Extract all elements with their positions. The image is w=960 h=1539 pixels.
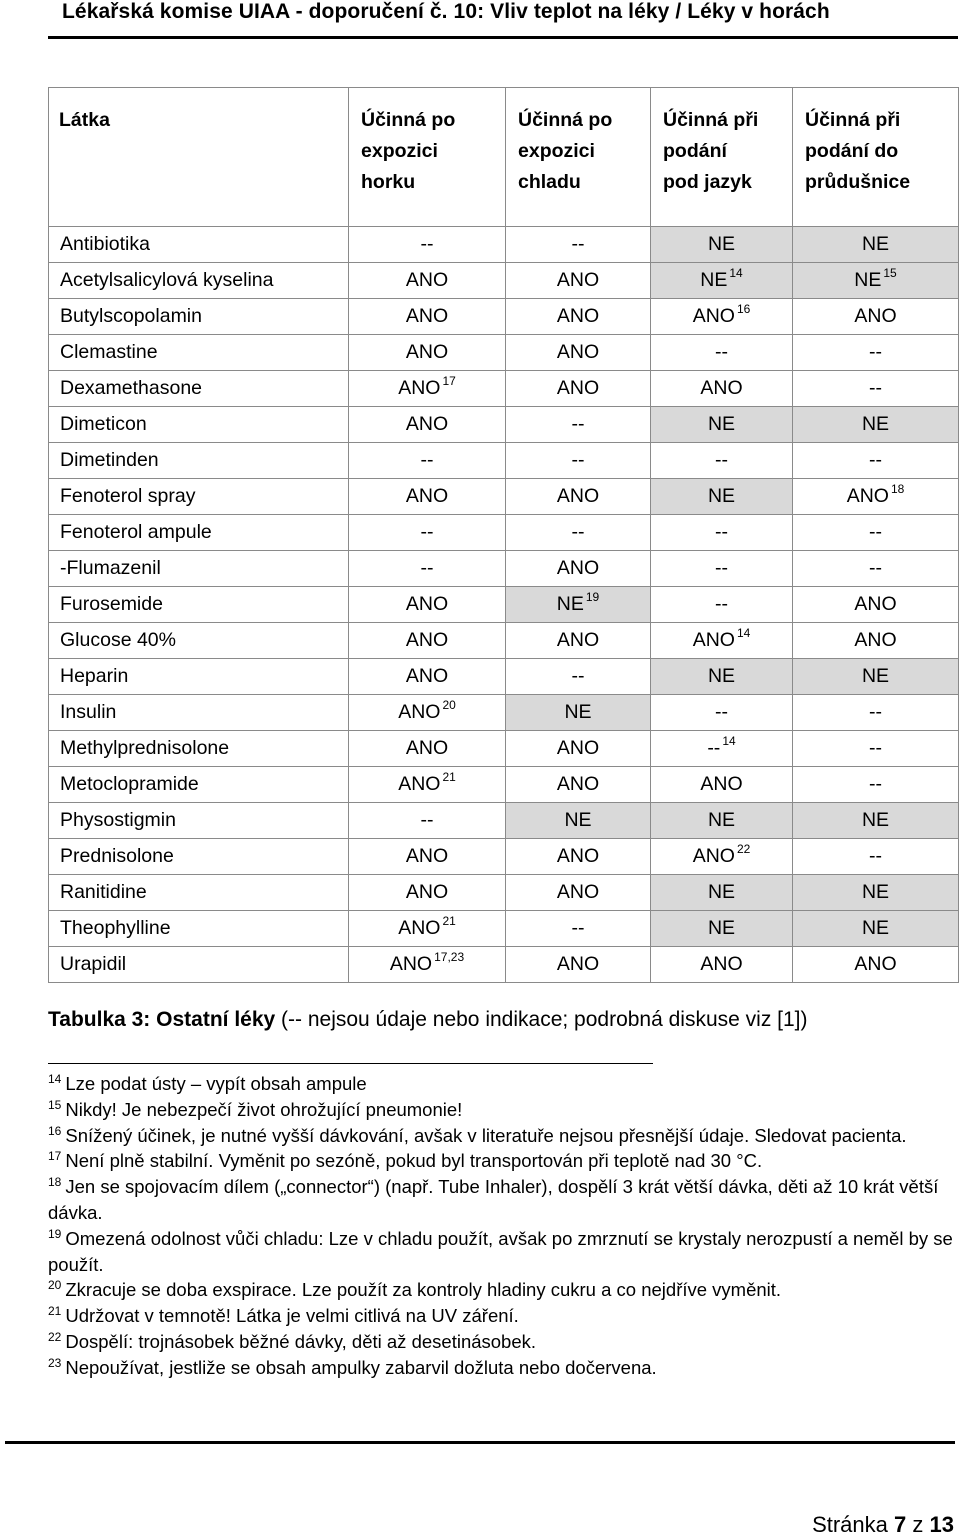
cell-value: NE (707, 485, 736, 507)
table-header-row (49, 88, 959, 227)
column-header (49, 88, 349, 227)
footnote-number: 18 (48, 1175, 62, 1190)
table-row (49, 479, 959, 515)
drug-name-cell: Furosemide (49, 587, 349, 623)
table-cell (651, 875, 793, 911)
cell-value: -- (869, 521, 882, 543)
cell-value: -- (715, 701, 728, 723)
table-cell (349, 587, 506, 623)
table-cell (793, 479, 959, 515)
footnote-ref: 21 (442, 914, 456, 928)
cell-value: -- (869, 701, 882, 723)
cell-value: -- (869, 377, 882, 399)
cell-value: NE (861, 809, 890, 831)
table-cell (651, 587, 793, 623)
cell-value: NE (861, 233, 890, 255)
drug-name-cell: Clemastine (49, 335, 349, 371)
column-header-line: Účinná při (663, 109, 759, 131)
cell-value: -- (420, 233, 434, 255)
table-cell (349, 803, 506, 839)
column-header-line: Účinná po (361, 109, 456, 131)
cell-value: ANO (854, 953, 897, 975)
table-cell (793, 551, 959, 587)
drug-name-cell: Dexamethasone (49, 371, 349, 407)
cell-value: -- (869, 341, 882, 363)
cell-value: -- (571, 917, 585, 939)
cell-value: -- (420, 449, 434, 471)
table-row (49, 263, 959, 299)
table-row (49, 803, 959, 839)
page-total: 13 (929, 1512, 954, 1537)
cell-value: NE (861, 917, 890, 939)
table-cell (349, 659, 506, 695)
footnote (48, 1277, 960, 1303)
footnote (48, 1355, 960, 1381)
column-header (506, 88, 651, 227)
cell-value: ANO (556, 881, 600, 903)
drug-name-cell: Methylprednisolone (49, 731, 349, 767)
footnote-rule (48, 1063, 653, 1064)
cell-value: ANO (556, 629, 600, 651)
table-cell (506, 623, 651, 659)
footnote-ref: 20 (442, 698, 456, 712)
cell-value: ANO (854, 593, 897, 615)
cell-value: -- (715, 521, 728, 543)
column-header (651, 88, 793, 227)
table-row (49, 659, 959, 695)
cell-value: ANO (556, 485, 600, 507)
footnote-number: 21 (48, 1304, 62, 1319)
table-cell (506, 731, 651, 767)
cell-value: -- (420, 809, 434, 831)
footnote (48, 1174, 960, 1226)
footnote (48, 1303, 960, 1329)
footnote (48, 1226, 960, 1278)
column-header-line: průdušnice (805, 171, 911, 193)
footnote-number: 16 (48, 1123, 62, 1138)
footnote-ref: 14 (722, 734, 736, 748)
table-cell (793, 263, 959, 299)
cell-value: ANO (405, 485, 449, 507)
cell-value: -- (420, 521, 434, 543)
cell-value: NE (564, 701, 592, 723)
caption-title: Tabulka 3: Ostatní léky (48, 1008, 276, 1031)
cell-value: NE (854, 269, 882, 291)
table-cell (506, 911, 651, 947)
cell-value: ANO (405, 845, 449, 867)
table-cell (349, 695, 506, 731)
cell-value: ANO (398, 917, 441, 939)
footnote (48, 1329, 960, 1355)
column-header-line: Účinná po (518, 109, 613, 131)
table-cell (506, 227, 651, 263)
drug-name-cell: Physostigmin (49, 803, 349, 839)
cell-value: ANO (405, 881, 449, 903)
cell-value: ANO (854, 629, 897, 651)
drug-name-cell: Theophylline (49, 911, 349, 947)
cell-value: -- (571, 413, 585, 435)
cell-value: NE (564, 809, 592, 831)
table-cell (506, 551, 651, 587)
footnote-text: Udržovat v temnotě! Látka je velmi citlivá na UV záření. (65, 1305, 519, 1327)
table-cell (506, 515, 651, 551)
table-cell (793, 587, 959, 623)
footnote-ref: 17,23 (434, 950, 465, 964)
table-row (49, 515, 959, 551)
table-cell (349, 407, 506, 443)
footnote-number: 22 (48, 1329, 62, 1344)
table-body (49, 227, 959, 983)
table-row (49, 695, 959, 731)
cell-value: NE (861, 665, 890, 687)
table-cell (651, 371, 793, 407)
footnote-ref: 17 (442, 374, 456, 388)
table-cell (506, 767, 651, 803)
cell-value: NE (707, 413, 736, 435)
drug-name-cell: Fenoterol ampule (49, 515, 349, 551)
table-cell (793, 803, 959, 839)
table-cell (651, 839, 793, 875)
cell-value: ANO (556, 377, 600, 399)
table-cell (506, 443, 651, 479)
medication-table (48, 87, 959, 983)
footnote-number: 14 (48, 1072, 62, 1086)
table-cell (506, 947, 651, 983)
cell-value: -- (707, 737, 721, 759)
drug-name-cell: Heparin (49, 659, 349, 695)
footnote-text: Jen se spojovacím dílem („connector“) (např. Tube Inhaler), dospělí 3 krát větší dávka, děti až 10 krát větší dávka. (48, 1176, 939, 1223)
table-row (49, 731, 959, 767)
footnote-text: Zkracuje se doba exspirace. Lze použít za kontroly hladiny cukru a co nejdříve vyměnit. (65, 1279, 782, 1301)
cell-value: -- (869, 845, 882, 867)
cell-value: NE (861, 413, 890, 435)
drug-name-cell: Glucose 40% (49, 623, 349, 659)
cell-value: ANO (405, 629, 449, 651)
table-cell (651, 299, 793, 335)
table-cell (793, 947, 959, 983)
table-cell (651, 767, 793, 803)
footnote-text: Snížený účinek, je nutné vyšší dávkování, avšak v literatuře nejsou přesnější údaje. Sledovat pacienta. (65, 1124, 907, 1146)
column-header-line: Účinná při (805, 109, 901, 131)
table-row (49, 911, 959, 947)
footnote-ref: 14 (736, 626, 751, 640)
cell-value: NE (707, 881, 736, 903)
cell-value: ANO (405, 305, 449, 327)
cell-value: NE (700, 269, 728, 291)
drug-name-cell: Fenoterol spray (49, 479, 349, 515)
document-header-title: Lékařská komise UIAA - doporučení č. 10: Vliv teplot na léky / Léky v horách (62, 0, 830, 23)
column-header (349, 88, 506, 227)
table-cell (793, 443, 959, 479)
table-cell (506, 659, 651, 695)
table-cell (793, 659, 959, 695)
table-cell (349, 227, 506, 263)
header-rule (48, 36, 958, 39)
table-cell (793, 623, 959, 659)
footnote-ref: 22 (736, 842, 751, 856)
table-cell (506, 695, 651, 731)
footnote (48, 1123, 960, 1149)
table-cell (506, 299, 651, 335)
column-header-line: chladu (518, 171, 581, 193)
table-cell (651, 731, 793, 767)
table-cell (651, 227, 793, 263)
cell-value: ANO (405, 413, 449, 435)
table-cell (651, 479, 793, 515)
cell-value: -- (715, 341, 728, 363)
drug-name-cell: Insulin (49, 695, 349, 731)
table-row (49, 227, 959, 263)
drug-name-cell: Urapidil (49, 947, 349, 983)
cell-value: ANO (556, 557, 600, 579)
table-cell (349, 443, 506, 479)
column-header-line: podání (663, 140, 727, 162)
cell-value: ANO (692, 305, 735, 327)
table-cell (349, 371, 506, 407)
table-cell (349, 731, 506, 767)
table-cell (506, 335, 651, 371)
cell-value: ANO (692, 629, 735, 651)
page-label: Stránka (812, 1512, 888, 1537)
cell-value: NE (707, 809, 736, 831)
cell-value: -- (715, 593, 728, 615)
table-row (49, 623, 959, 659)
table-cell (651, 695, 793, 731)
column-header-line: horku (361, 171, 416, 193)
table-cell (349, 623, 506, 659)
cell-value: ANO (700, 377, 743, 399)
table-cell (349, 911, 506, 947)
page-separator: z (912, 1512, 924, 1537)
cell-value: -- (571, 521, 585, 543)
table-row (49, 875, 959, 911)
drug-name-cell: Butylscopolamin (49, 299, 349, 335)
cell-value: -- (869, 449, 882, 471)
table-cell (506, 839, 651, 875)
table-row (49, 587, 959, 623)
footnote-text: Dospělí: trojnásobek běžné dávky, děti až desetinásobek. (65, 1330, 537, 1352)
table-cell (651, 515, 793, 551)
table-caption (48, 1008, 808, 1032)
table-cell (651, 947, 793, 983)
table-cell (506, 479, 651, 515)
table-cell (651, 551, 793, 587)
drug-name-cell: Dimeticon (49, 407, 349, 443)
column-header-line: expozici (518, 140, 595, 162)
cell-value: ANO (405, 593, 449, 615)
cell-value: ANO (700, 953, 743, 975)
table-cell (506, 371, 651, 407)
cell-value: -- (869, 773, 882, 795)
table-cell (793, 767, 959, 803)
footnote-ref: 19 (585, 590, 600, 604)
table-row (49, 443, 959, 479)
footnote (48, 1097, 960, 1123)
footnote-ref: 16 (736, 302, 751, 316)
table-cell (506, 407, 651, 443)
cell-value: NE (707, 665, 736, 687)
footnote-number: 15 (48, 1097, 62, 1112)
cell-value: -- (715, 557, 728, 579)
cell-value: ANO (556, 773, 600, 795)
table-cell (651, 263, 793, 299)
cell-value: ANO (398, 773, 441, 795)
footnote-text: Omezená odolnost vůči chladu: Lze v chladu použít, avšak po zmrznutí se krystaly nerozpustí a neměl by se použít. (48, 1227, 953, 1275)
table-row (49, 767, 959, 803)
table-cell (793, 299, 959, 335)
cell-value: ANO (405, 737, 449, 759)
cell-value: NE (556, 593, 584, 615)
table-row (49, 335, 959, 371)
cell-value: ANO (854, 305, 897, 327)
table-row (49, 551, 959, 587)
footnote-ref: 15 (883, 266, 897, 280)
table-cell (349, 299, 506, 335)
cell-value: -- (420, 557, 434, 579)
table-cell (349, 515, 506, 551)
page-number (812, 1512, 954, 1538)
cell-value: -- (869, 737, 882, 759)
table-cell (349, 947, 506, 983)
cell-value: ANO (556, 341, 600, 363)
table-cell (793, 839, 959, 875)
table-cell (349, 479, 506, 515)
cell-value: ANO (398, 701, 441, 723)
footnote-ref: 14 (729, 266, 743, 280)
table-cell (793, 371, 959, 407)
table-cell (793, 875, 959, 911)
table-cell (506, 875, 651, 911)
table-cell (349, 335, 506, 371)
footnote-number: 23 (48, 1355, 62, 1370)
footer-rule (5, 1441, 955, 1444)
table-cell (793, 227, 959, 263)
drug-name-cell: -Flumazenil (49, 551, 349, 587)
table-row (49, 839, 959, 875)
table-row (49, 371, 959, 407)
footnote-text: Není plně stabilní. Vyměnit po sezóně, pokud byl transportován při teplotě nad 30 °C. (65, 1150, 763, 1172)
caption-legend: (-- nejsou údaje nebo indikace; podrobná diskuse viz [1]) (275, 1008, 808, 1031)
page-current: 7 (894, 1512, 907, 1537)
cell-value: ANO (398, 377, 441, 399)
cell-value: ANO (556, 269, 600, 291)
cell-value: ANO (556, 845, 600, 867)
cell-value: ANO (405, 665, 449, 687)
cell-value: -- (715, 449, 728, 471)
footnote-ref: 18 (890, 482, 905, 496)
cell-value: ANO (389, 953, 433, 975)
table-cell (793, 335, 959, 371)
cell-value: ANO (846, 485, 889, 507)
footnote (48, 1148, 960, 1174)
column-header (793, 88, 959, 227)
drug-name-cell: Ranitidine (49, 875, 349, 911)
cell-value: ANO (405, 341, 449, 363)
cell-value: NE (861, 881, 890, 903)
footnote-ref: 21 (442, 770, 456, 784)
cell-value: -- (869, 557, 882, 579)
table-cell (349, 839, 506, 875)
table-cell (651, 335, 793, 371)
footnote-text: Nepoužívat, jestliže se obsah ampulky zabarvil dožluta nebo dočervena. (65, 1356, 657, 1378)
cell-value: ANO (405, 269, 449, 291)
column-header-line: expozici (361, 140, 438, 162)
column-header-line: podání do (805, 140, 899, 162)
table-cell (349, 263, 506, 299)
table-cell (651, 803, 793, 839)
column-header-line: Látka (59, 109, 110, 131)
footnote-text: Lze podat ústy – vypít obsah ampule (65, 1073, 367, 1094)
cell-value: ANO (700, 773, 743, 795)
table-cell (651, 443, 793, 479)
table-cell (793, 695, 959, 731)
footnotes (48, 1071, 960, 1381)
cell-value: ANO (556, 953, 600, 975)
cell-value: -- (571, 665, 585, 687)
table-cell (506, 263, 651, 299)
column-header-line: pod jazyk (663, 171, 752, 193)
drug-name-cell: Metoclopramide (49, 767, 349, 803)
footnote-number: 19 (48, 1226, 62, 1241)
cell-value: ANO (692, 845, 735, 867)
table-cell (793, 515, 959, 551)
table-cell (651, 911, 793, 947)
drug-name-cell: Acetylsalicylová kyselina (49, 263, 349, 299)
drug-name-cell: Prednisolone (49, 839, 349, 875)
cell-value: ANO (556, 737, 600, 759)
footnote-text: Nikdy! Je nebezpečí život ohrožující pneumonie! (65, 1098, 463, 1120)
footnote-number: 17 (48, 1149, 62, 1164)
table-cell (651, 623, 793, 659)
table-cell (793, 911, 959, 947)
table-cell (506, 587, 651, 623)
table-cell (651, 407, 793, 443)
cell-value: ANO (556, 305, 600, 327)
table-row (49, 947, 959, 983)
footnote (48, 1071, 960, 1097)
drug-name-cell: Dimetinden (49, 443, 349, 479)
cell-value: -- (571, 449, 585, 471)
table-row (49, 299, 959, 335)
table-cell (349, 551, 506, 587)
table-cell (349, 875, 506, 911)
drug-name-cell: Antibiotika (49, 227, 349, 263)
table-cell (651, 659, 793, 695)
cell-value: NE (707, 917, 736, 939)
table-cell (506, 803, 651, 839)
table-row (49, 407, 959, 443)
cell-value: -- (571, 233, 585, 255)
table-cell (793, 407, 959, 443)
table-cell (349, 767, 506, 803)
cell-value: NE (707, 233, 736, 255)
footnote-number: 20 (48, 1278, 62, 1293)
table-cell (793, 731, 959, 767)
